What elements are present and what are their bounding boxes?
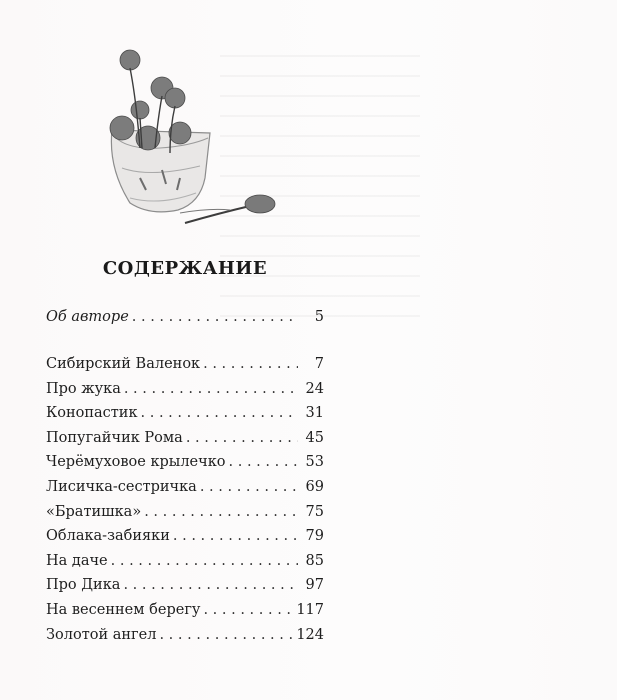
toc-entry-title: «Братишка» bbox=[46, 503, 142, 520]
toc-row bbox=[46, 478, 324, 503]
toc-entry-page: 117 bbox=[296, 601, 324, 618]
toc-row bbox=[46, 380, 324, 405]
toc-leader-dots bbox=[141, 404, 298, 422]
toc-entry-page: 124 bbox=[296, 626, 324, 643]
toc-row bbox=[46, 552, 324, 577]
toc-entry-title: Сибирский Валенок bbox=[46, 356, 201, 372]
toc-leader-dots bbox=[229, 453, 298, 471]
toc-row bbox=[46, 527, 324, 552]
toc-row bbox=[46, 601, 324, 626]
toc-entry-page: 31 bbox=[305, 405, 324, 422]
toc-entry-page: 75 bbox=[305, 503, 324, 520]
toc-leader-dots bbox=[144, 503, 298, 521]
toc-row bbox=[46, 503, 324, 528]
toc-leader-dots bbox=[111, 552, 298, 570]
toc-entry-title: Черёмуховое крылечко bbox=[46, 454, 226, 471]
toc-leader-dots bbox=[203, 601, 292, 619]
toc-entry-title: Про Дика bbox=[46, 577, 121, 594]
flower-glass-illustration bbox=[100, 38, 290, 233]
toc-entry-title: Конопастик bbox=[46, 405, 138, 422]
toc-leader-dots bbox=[124, 380, 298, 398]
toc-leader-dots bbox=[186, 429, 298, 447]
toc-entry-title: Облака-забияки bbox=[46, 528, 170, 545]
toc-entry-title: Про жука bbox=[46, 380, 121, 397]
toc-entry-page: 7 bbox=[314, 356, 324, 372]
toc-row bbox=[46, 453, 324, 478]
toc-entry-page: 53 bbox=[305, 454, 324, 471]
toc-entry-title: Лисичка-сестричка bbox=[46, 478, 197, 495]
toc-entry-page: 5 bbox=[314, 309, 324, 325]
toc-leader-dots bbox=[173, 527, 298, 545]
toc-entry-page: 45 bbox=[305, 429, 324, 446]
toc-leader-dots bbox=[123, 576, 298, 594]
toc-leader-dots bbox=[159, 626, 292, 644]
toc-leader-dots bbox=[203, 355, 298, 373]
toc-row bbox=[46, 404, 324, 429]
toc-entry-page: 85 bbox=[305, 552, 324, 569]
toc-entry-title: Золотой ангел bbox=[46, 626, 157, 643]
toc-entry-page: 97 bbox=[305, 577, 324, 594]
toc-entry-page: 79 bbox=[305, 528, 324, 545]
toc-leader-dots bbox=[132, 308, 298, 326]
toc-entry-title: На даче bbox=[46, 552, 108, 569]
toc-entry-page: 24 bbox=[305, 380, 324, 397]
toc-row bbox=[46, 576, 324, 601]
toc-row bbox=[46, 626, 324, 651]
toc-entry-title: Попугайчик Рома bbox=[46, 429, 183, 446]
toc-leader-dots bbox=[200, 478, 298, 496]
toc-row bbox=[46, 308, 324, 333]
toc-row bbox=[46, 355, 324, 380]
toc-entry-page: 69 bbox=[305, 478, 324, 495]
toc-row bbox=[46, 429, 324, 454]
toc-list bbox=[46, 355, 324, 650]
toc-intro bbox=[46, 308, 324, 333]
toc-title: СОДЕРЖАНИЕ bbox=[102, 258, 268, 279]
toc-entry-title: На весеннем берегу bbox=[46, 601, 201, 618]
toc-entry-title: Об авторе bbox=[46, 309, 129, 325]
